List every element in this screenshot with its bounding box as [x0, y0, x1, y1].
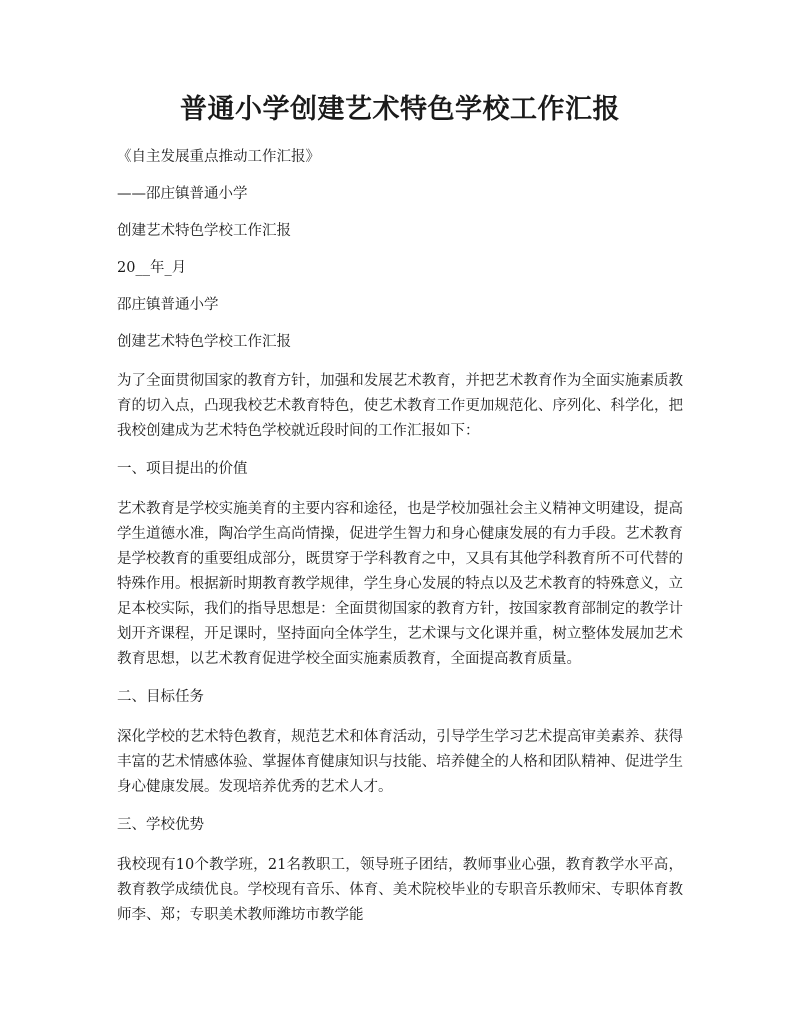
section-body-value: 艺术教育是学校实施美育的主要内容和途径，也是学校加强社会主义精神文明建设，提高学生道德水准，陶冶学生高尚情操，促进学生智力和身心健康发展的有力手段。艺术教育是学校教育的重要组成部分，既贯穿于学科教育之中，又具有其他学科教育所不可代替的特殊作用。根据新时期教育教学规律，学生身心发展的特点以及艺术教育的特殊意义，立足本校实际，我们的指导思想是：全面贯彻国家的教育方针，按国家教育部制定的教学计划开齐课程，开足课时，坚持面向全体学生，艺术课与文化课并重，树立整体发展加艺术教育思想，以艺术教育促进学校全面实施素质教育，全面提高教育质量。 — [117, 501, 683, 667]
meta-line-subtitle: 创建艺术特色学校工作汇报 — [117, 223, 291, 239]
meta-line-report-name: 《自主发展重点推动工作汇报》 — [117, 149, 320, 165]
section-heading-advantages: 三、学校优势 — [117, 817, 204, 833]
meta-line-school-dash: ——邵庄镇普通小学 — [117, 186, 248, 202]
section-body-advantages: 我校现有10个教学班，21名教职工，领导班子团结，教师事业心强，教育教学水平高，教育教学成绩优良。学校现有音乐、体育、美术院校毕业的专职音乐教师宋、专职体育教师李、郑；专职美术教师潍坊市教学能 — [117, 857, 683, 923]
meta-line-subtitle-repeat: 创建艺术特色学校工作汇报 — [117, 334, 291, 350]
document-title: 普通小学创建艺术特色学校工作汇报 — [180, 94, 620, 125]
intro-paragraph: 为了全面贯彻国家的教育方针，加强和发展艺术教育，并把艺术教育作为全面实施素质教育的切入点，凸现我校艺术教育特色，使艺术教育工作更加规范化、序列化、科学化，把我校创建成为艺术特色学校就近段时间的工作汇报如下： — [117, 373, 683, 439]
meta-line-date: 20__年_月 — [117, 260, 187, 276]
meta-line-school: 邵庄镇普通小学 — [117, 297, 219, 313]
document-page — [117, 90, 683, 943]
section-body-goals: 深化学校的艺术特色教育，规范艺术和体育活动，引导学生学习艺术提高审美素养、获得丰富的艺术情感体验、掌握体育健康知识与技能、培养健全的人格和团队精神、促进学生身心健康发展。发现培养优秀的艺术人才。 — [117, 729, 683, 795]
section-heading-goals: 二、目标任务 — [117, 689, 204, 705]
section-heading-value: 一、项目提出的价值 — [117, 461, 248, 477]
